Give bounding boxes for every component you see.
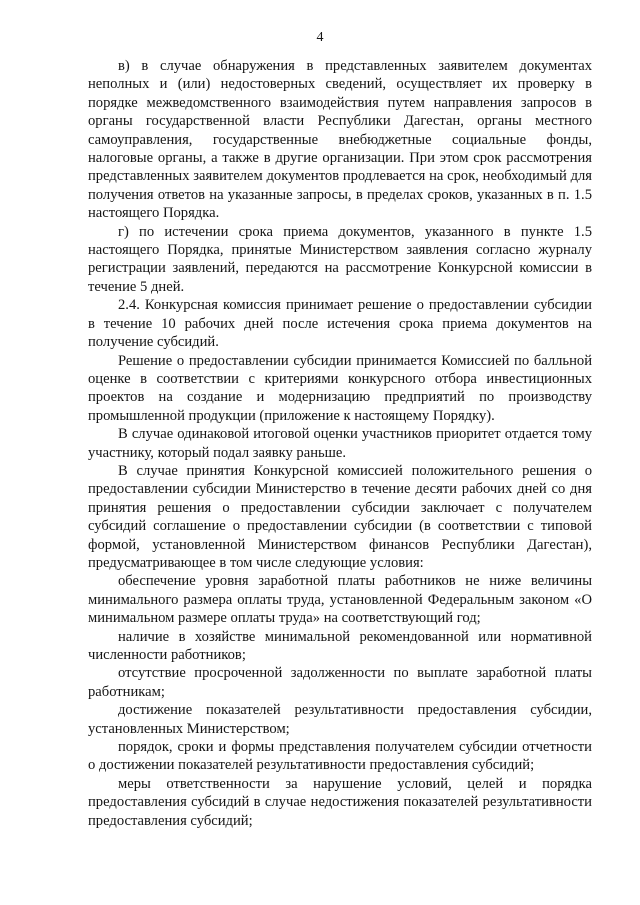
condition-no-arrears: отсутствие просроченной задолженности по выплате заработной платы работникам;: [88, 665, 592, 700]
paragraph-agreement: В случае принятия Конкурсной комиссией положительного решения о предоставлении субсидии Министерство в течение десяти рабочих дней со дня принятия решения о предоставлении субсидии заключает с получателем субсидий соглашение о предоставлении субсидии (в соответствии с типовой формой, установленной Министерством финансов Республики Дагестан), предусматривающее в том числе следующие условия:: [88, 462, 592, 571]
paragraph-decision: Решение о предоставлении субсидии принимается Комиссией по балльной оценке в соответствии с критериями конкурсного отбора инвестиционных проектов на создание и модернизацию предприятий по производству промышленной продукции (приложение к настоящему Порядку).: [88, 352, 592, 424]
document-body: [88, 57, 592, 830]
page-number: 4: [316, 30, 324, 45]
paragraph-g: г) по истечении срока приема документов, указанного в пункте 1.5 настоящего Порядка, принятые Министерством заявления согласно журналу регистрации заявлений, передаются на рассмотрение Конкурсной комиссии в течение 5 дней.: [88, 223, 592, 295]
paragraph-2-4: 2.4. Конкурсная комиссия принимает решение о предоставлении субсидии в течение 10 рабочих дней после истечения срока приема документов на получение субсидий.: [88, 297, 592, 351]
condition-performance: достижение показателей результативности предоставления субсидии, установленных Министерством;: [88, 702, 592, 737]
condition-staff-count: наличие в хозяйстве минимальной рекомендованной или нормативной численности работников;: [88, 628, 592, 663]
paragraph-v: в) в случае обнаружения в представленных заявителем документах неполных и (или) недостоверных сведений, осуществляет их проверку в порядке межведомственного взаимодействия путем направления запросов в органы государственной власти Республики Дагестан, органы местного самоуправления, государственные внебюджетные социальные фонды, налоговые органы, а также в другие организации. При этом срок рассмотрения представленных заявителем документов продлевается на срок, необходимый для получения ответов на указанные запросы, в пределах сроков, указанных в п. 1.5 настоящего Порядка.: [88, 58, 592, 222]
condition-reporting: порядок, сроки и формы представления получателем субсидии отчетности о достижении показателей результативности предоставления субсидий;: [88, 739, 592, 774]
condition-liability: меры ответственности за нарушение условий, целей и порядка предоставления субсидий в случае недостижения показателей результативности предоставления субсидий;: [88, 775, 592, 829]
paragraph-equal-score: В случае одинаковой итоговой оценки участников приоритет отдается тому участнику, который подал заявку раньше.: [88, 426, 592, 461]
condition-min-wage: обеспечение уровня заработной платы работников не ниже величины минимального размера оплаты труда, установленной Федеральным законом «О минимальном размере оплаты труда» на соответствующий год;: [88, 573, 592, 627]
